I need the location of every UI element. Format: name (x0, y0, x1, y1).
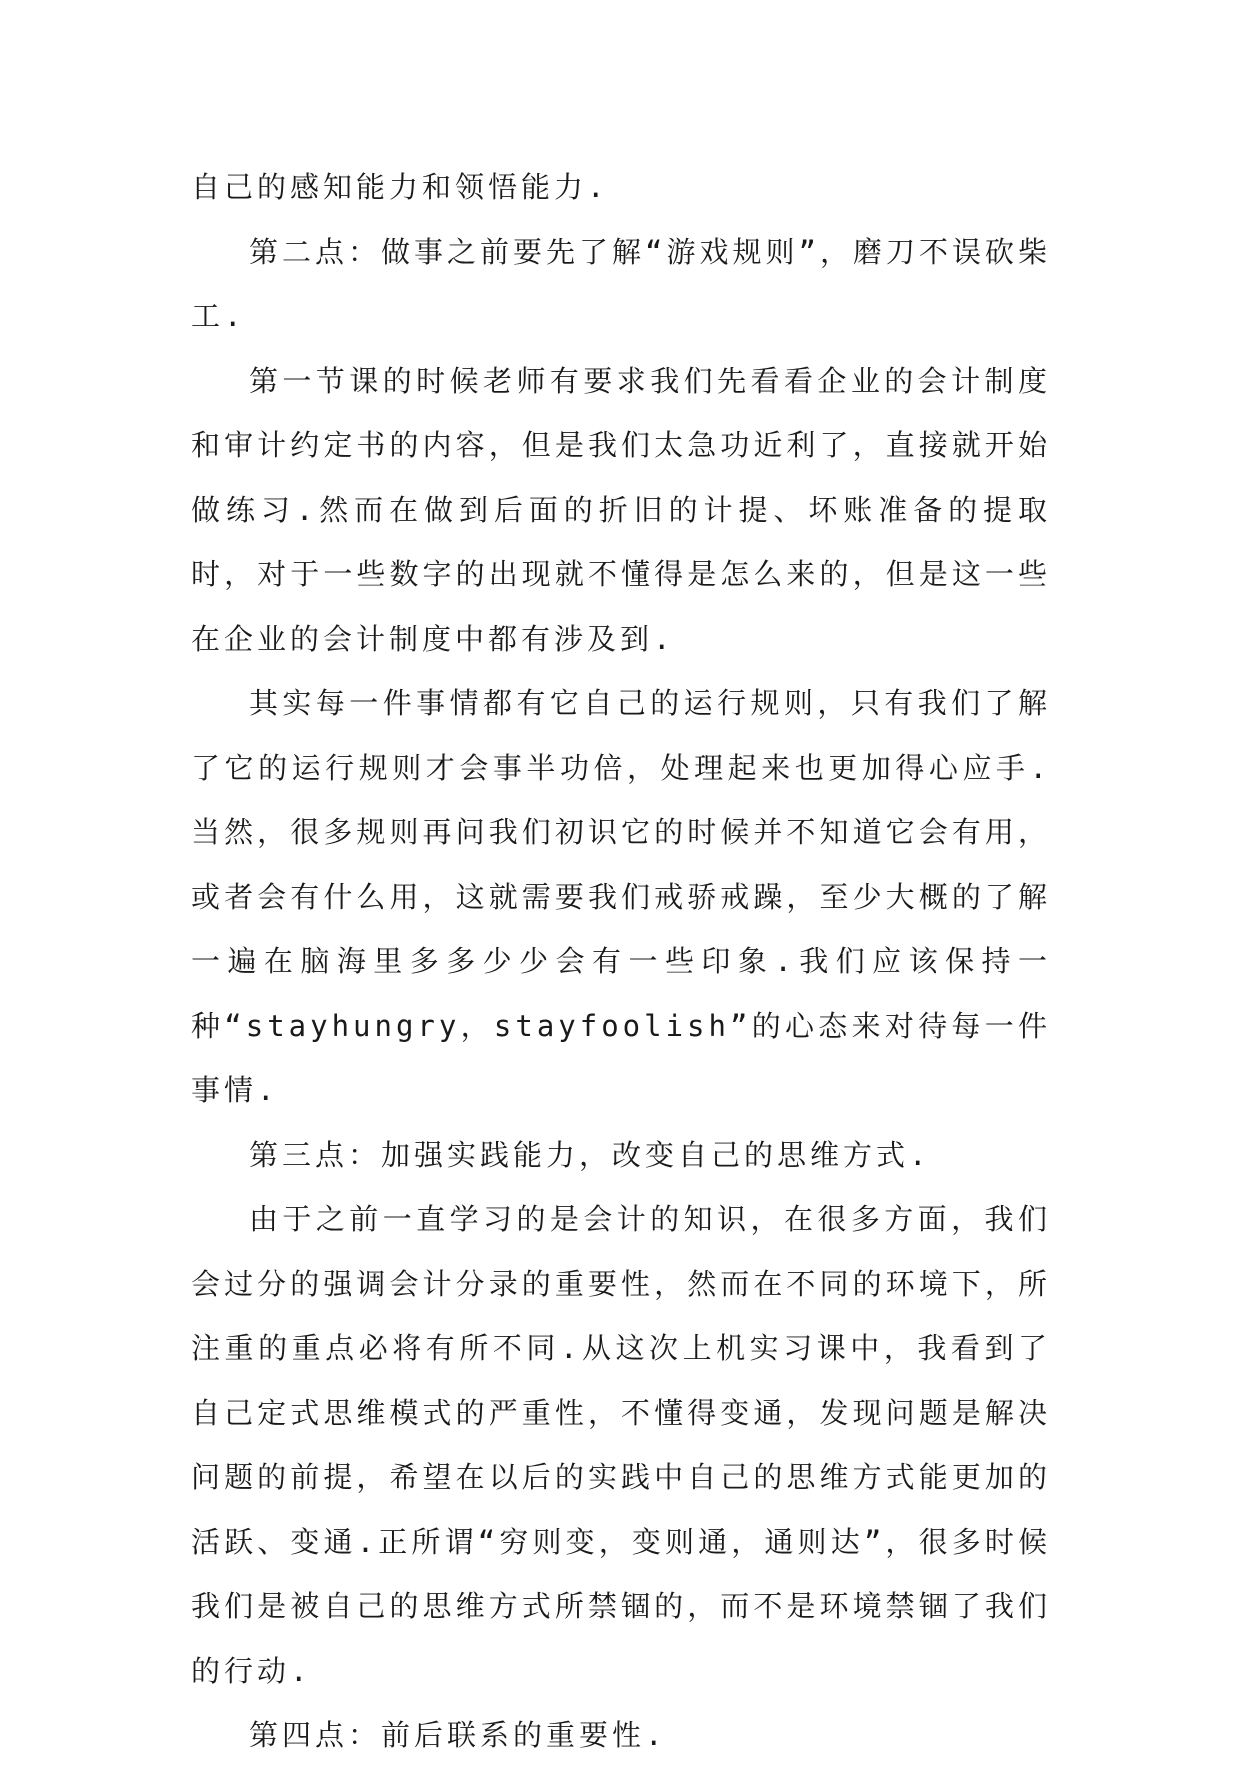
paragraph-point-three-heading: 第三点：加强实践能力，改变自己的思维方式. (249, 1137, 931, 1172)
paragraph-point-four-heading: 第四点：前后联系的重要性. (249, 1718, 667, 1752)
paragraph-point-two-heading: 第二点：做事之前要先了解“游戏规则”，磨刀不误砍柴工. (191, 234, 1051, 333)
paragraph-rules: 其实每一件事情都有它自己的运行规则，只有我们了解了它的运行规则才会事半功倍，处理起来也更加得心应手.当然，很多规则再问我们初识它的时候并不知道它会有用，或者会有什么用，这就需要我们戒骄戒躁，至少大概的了解一遍在脑海里多多少少会有一些印象.我们应该保持一种“stayhungry，stayfoolish”的心态来对待每一件事情. (191, 686, 1051, 1107)
document-body (191, 155, 1051, 1768)
paragraph-continuation: 自己的感知能力和领悟能力. (191, 170, 609, 204)
paragraph-first-lesson: 第一节课的时候老师有要求我们先看看企业的会计制度和审计约定书的内容，但是我们太急功近利了，直接就开始做练习.然而在做到后面的折旧的计提、坏账准备的提取时，对于一些数字的出现就不懂得是怎么来的，但是这一些在企业的会计制度中都有涉及到. (191, 363, 1051, 656)
paragraph-thinking: 由于之前一直学习的是会计的知识，在很多方面，我们会过分的强调会计分录的重要性，然而在不同的环境下，所注重的重点必将有所不同.从这次上机实习课中，我看到了自己定式思维模式的严重性，不懂得变通，发现问题是解决问题的前提，希望在以后的实践中自己的思维方式能更加的活跃、变通.正所谓“穷则变，变则通，通则达”，很多时候我们是被自己的思维方式所禁锢的，而不是环境禁锢了我们的行动. (191, 1202, 1051, 1688)
